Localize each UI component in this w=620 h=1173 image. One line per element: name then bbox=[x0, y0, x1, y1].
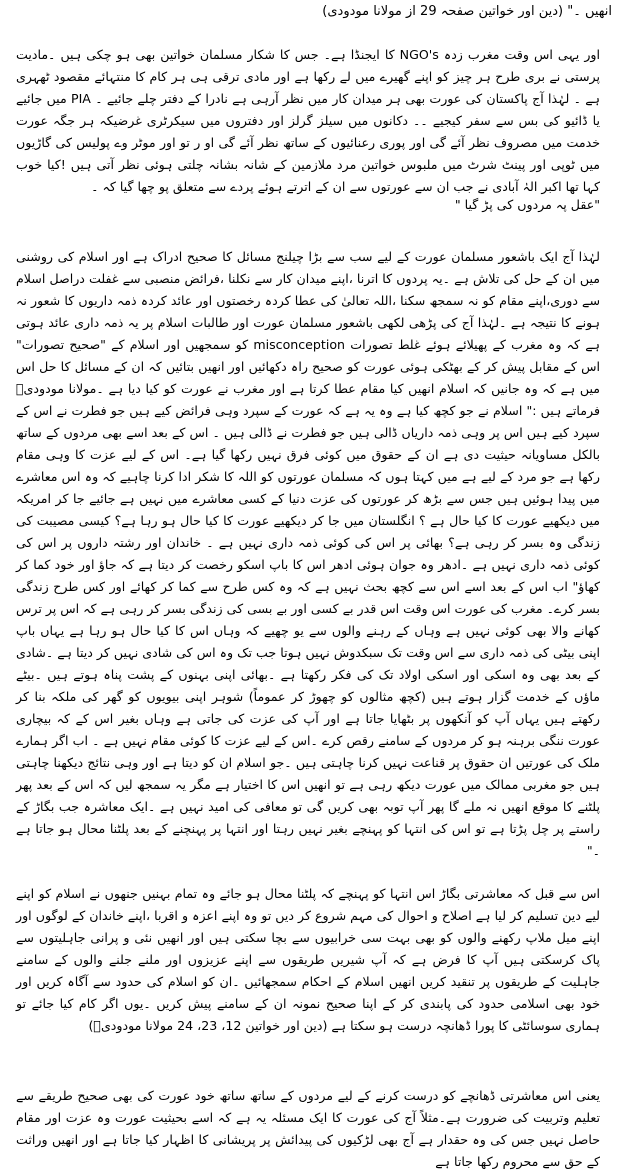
paragraph-education-need: یعنی اس معاشرتی ڈھانچے کو درست کرنے کے لیے مردوں کے ساتھ ساتھ خود عورت کی بھی صحیح طریقے سے تعلیم وتربیت کی ضرورت ہے۔مثلاً آج کی عورت کا ایک مسئلہ یہ ہے کہ اسے بحیثیت عورت وہ عزت اور مقام حاصل نہیں جس کی وہ حقدار ہے آج بھی لڑکیوں کی پیدائش پر پریشانی کا اظہار کیا جاتا ہے اور انھیں وراثت کے حق سے محروم رکھا جاتا ہے bbox=[16, 1088, 600, 1169]
header-citation: انھیں ۔" (دین اور خواتین صفحہ 29 از مولانا مودودی) bbox=[322, 4, 612, 19]
page-header bbox=[8, 2, 612, 28]
quote-akbar-allahabadi: "عقل پہ مردوں کی پڑ گیا " bbox=[454, 197, 600, 212]
paragraph-social-reform-reference: (دین اور خواتین 12، 23، 24 مولانا مودودیؒ) bbox=[88, 1018, 328, 1033]
paragraph-social-reform-text: اس سے قبل کہ معاشرتی بگاڑ اس انتہا کو پہنچے کہ پلٹنا محال ہو جائے وہ تمام بہنیں جنھوں نے اسلام کو اپنے لیے دین تسلیم کر لیا ہے اصلاح و احوال کی مہم شروع کر دیں تو وہ اپنے اعزہ و اقربا ،اپنے خاندان کے لوگوں اور اپنے میل ملاپ رکھنے والوں کو بھی بہت سی خرابیوں سے بچا سکتی ہیں اور انھیں نئی و پرانی جاہلیتوں سے پاک کرسکتی ہیں آپ کا فرض ہے کہ آپ شیریں طریقوں سے اپنے عزیزوں اور ملنے جلنے والوں کے سامنے جاہلیت کے طریقوں پر تنقید کریں انھیں اسلام کے احکام سمجھائیں ۔ان کو اسلام کی حدود سے آگاہ کریں اور خود بھی اسلامی حدود کی پابندی کر کے اپنا صحیح نمونہ ان کے سامنے پیش کریں ۔یوں اگر کام کیا جائے تو ہماری سوسائٹی کا پورا ڈھانچہ درست ہو سکتا ہے bbox=[16, 886, 600, 1033]
paragraph-ngo-agenda: اور یہی اس وقت مغرب زدہ NGO's کا ایجنڈا ہے۔ جس کا شکار مسلمان خواتین بھی ہو چکی ہیں ۔مادیت پرستی نے بری طرح ہر چیز کو اپنے گھیرے میں لے رکھا ہے اور مادی ترقی ہی ہر کام کا منتہائے مقصود ٹھہری ہے ۔ لہٰذا آج پاکستان کی عورت بھی ہر میدان کار میں نظر آرہی ہے نادرا کے دفتر چلے جائیے ۔ PIA میں جائیے یا ڈائیو کی بس سے سفر کیجیے ۔۔ دکانوں میں سیلز گرلز اور دفتروں میں سیکرٹری غرضیکہ ہر جگہ عورت خدمت میں مصروف نظر آئے گی اور پوری رعنائیوں کے ساتھ نظر آئے گی او ر تو اور موٹر وے پولیس کی گاڑیوں میں ٹوپی اور پینٹ شرٹ میں ملبوس خواتین مرد ملازمین کے شانہ بشانہ چلتی ہوئی نظر آتی ہیں !کیا خوب کہا تھا اکبر الہٰ آبادی نے جب ان سے عورتوں سے ان کے اترتے ہوئے پردے سے متعلق پو چھا گیا کہ ۔ bbox=[16, 47, 600, 194]
paragraph-modern-challenge: لہٰذا آج ایک باشعور مسلمان عورت کے لیے سب سے بڑا چیلنج مسائل کا صحیح ادراک ہے اور اسلام کی روشنی میں ان کے حل کی تلاش ہے ۔یہ پردوں کا اترنا ،اپنے میدان کار سے نکلنا ،فرائض منصبی سے غفلت دراصل اسلام سے دوری،اپنے مقام کو نہ سمجھ سکنا ،اللہ تعالیٰ کی عطا کردہ رخصتوں اور عائد کردہ ذمہ داریوں کا شعور نہ ہونے کا نتیجہ ہے ۔لہٰذا آج کی پڑھی لکھی باشعور مسلمان عورت اور طالبات اسلام پر یہ ذمہ داری عائد ہوتی ہے کہ وہ مغرب کے پھیلائے ہوئے غلط تصورات misconception کو سمجھیں اور اسلام کے "صحیح تصورات" اس کے مقابل پیش کر کے بھٹکی ہوئی عورت کو صحیح راہ دکھائیں اور انھیں بتائیں کہ ان کے مسائل کا حل اس میں ہے کہ وہ جانیں کہ اسلام انھیں کیا مقام عطا کرتا ہے اور مغرب نے عورت کو کیا دیا ہے ۔مولانا مودودیؒ فرماتے ہیں :" اسلام نے جو کچھ کیا ہے وہ یہ ہے کہ عورت کے سپرد وہی فرائض کیے ہیں جو فطرت نے اس کے سپرد کیے ہیں اس پر وہی ذمہ داریاں ڈالی ہیں جو فطرت نے ڈالی ہیں ۔ اس کے بعد اسے بھی مردوں کے ساتھ بالکل مساویانہ حیثیت دی ہے ان کے حقوق میں کوئی فرق نہیں رکھا گیا ہے۔ اس کے لیے عزت کا وہی مقام رکھا ہے جو مرد کے لیے ہے میں کہتا ہوں کہ مسلمان عورتوں کو اللہ کا شکر ادا کرنا چاہیے کہ وہ اس معاشرے میں پیدا ہوئیں ہیں جس سے بڑھ کر عورتوں کی عزت دنیا کے کسی معاشرے میں نہیں ہے جائیے جا کر امریکہ میں دیکھیے عورت کا کیا حال ہے ؟ انگلستان میں جا کر دیکھیے عورت کا کیا حال ہو رہا ہے؟ کیسی مصیبت کی زندگی وہ بسر کر رہی ہے؟ بھائی پر اس کی کوئی ذمہ داری نہیں ہے ۔ خاندان اور رشتہ داروں پر اس کی کوئی ذمہ داری نہیں ہے ۔ادھر وہ جوان ہوئی ادھر اس کا باپ اسکو رخصت کر دیتا ہے کہ جاؤ اور خود کما کر کھاؤ" اب اس کے بعد اسے اس سے کچھ بحث نہیں ہے کہ وہ کس طرح سے کما کر کھائے اور کس طرح زندگی بسر کرے۔ مغرب کی عورت اس وقت اس قدر بے کسی اور بے بسی کی زندگی بسر کر رہی ہے کہ اس پر ترس کھانے والا بھی کوئی نہیں ہے وہاں کے رہنے والوں سے یو چھیے کہ وہاں اس کا کیا حال ہو رہا ہے یہاں باپ اپنی بیٹی کی ذمہ داری سے اس وقت تک سبکدوش نہیں ہوتا جب تک وہ اس کی شادی نہیں کر دیتا ہے ۔شادی کے بعد بھی وہ اسکی اور اسکی اولاد تک کی فکر رکھتا ہے ۔بھائی اپنی بہنوں کے پشت پناہ ہوتے ہیں ۔بیٹے ماؤں کے خدمت گزار ہوتے ہیں (کچھ مثالوں کو چھوڑ کر عموماً) شوہر اپنی بیویوں کو گھر کی ملکہ بنا کر رکھتے ہیں یہاں آپ کو آنکھوں پر بٹھایا جاتا ہے اور آپ کی عزت کی جاتی ہے وہاں بغیر اس کے کہ بیچاری عورت ننگی برہنہ ہو کر مردوں کے سامنے رقص کرے ۔اس کے لیے عزت کا کوئی مقام نہیں ہے ۔ اب اگر ہمارے ملک کی عورتیں ان حقوق پر قناعت نہیں کرنا چاہتی ہیں ۔جو اسلام ان کو دیتا ہے اور وہی نتائج دیکھنا چاہتی ہیں جو مغربی ممالک میں عورت دیکھ رہی ہے تو انھیں اس کا اختیار ہے مگر یہ سمجھ لیں کہ اس کے بعد پھر پلٹنے کا موقع انھیں نہ ملے گا پھر آپ توبہ بھی کریں گی تو معافی کی امید نہیں ہے ۔ایک معاشرہ جب بگاڑ کے راستے پر چل پڑتا ہے تو اس کی انتہا کو پہنچے بغیر نہیں رہتا اور انتہا پر پہنچنے کے بعد پلٹنا محال ہو جاتا ہے ۔" bbox=[16, 249, 600, 858]
paragraph-social-reform bbox=[16, 883, 600, 1053]
